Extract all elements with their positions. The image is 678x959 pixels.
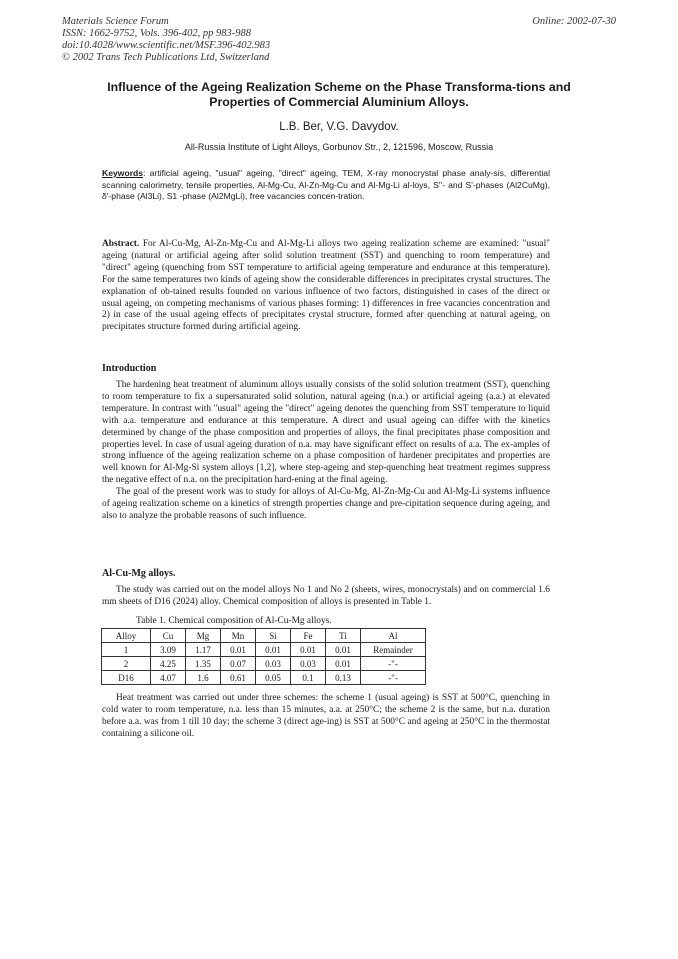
table-row — [102, 643, 426, 657]
authors: L.B. Ber, V.G. Davydov. — [279, 121, 399, 133]
issn-line: ISSN: 1662-9752, Vols. 396-402, pp 983-988 — [62, 28, 251, 39]
table-cell: 0.13 — [326, 671, 361, 685]
table-cell: 4.07 — [151, 671, 186, 685]
online-date: Online: 2002-07-30 — [532, 16, 616, 27]
abstract — [102, 239, 550, 334]
study-text: The study was carried out on the model alloys No 1 and No 2 (sheets, wires, monocrystals) and on commercial 1.6 mm sheets of D16 (2024) alloy. Chemical composition of alloys is presented in Table 1. — [102, 585, 550, 607]
table-cell: -"- — [361, 657, 426, 671]
affiliation: All-Russia Institute of Light Alloys, Gorbunov Str., 2, 121596, Moscow, Russia — [184, 142, 494, 152]
introduction-body — [102, 380, 550, 523]
table-cell: 1.6 — [186, 671, 221, 685]
table-header-row — [102, 629, 426, 643]
table-cell: Remainder — [361, 643, 426, 657]
table-cell: 0.61 — [221, 671, 256, 685]
table-cell: -"- — [361, 671, 426, 685]
table-cell: 4.25 — [151, 657, 186, 671]
header-cell: Al — [361, 629, 426, 643]
header-cell: Mg — [186, 629, 221, 643]
table-cell: 0.03 — [256, 657, 291, 671]
intro-paragraph-1: The hardening heat treatment of aluminum alloys usually consists of the solid solution treatment (SST), quenching to room temperature to fix a supersaturated solid solution, natural ageing (n.a.) or artificial ageing (a.a.) at elevated temperature. In contrast with "usual" ageing the "direct" ageing denotes the quenching from SST temperature to liquid with a.a. temperature and endurance at this temperature. A direct and usual ageing can differ with the kinetics determined by change of the phase composition and properties of alloys, the final precipitates phase composition and properties level. In case of usual ageing duration of n.a. may have significant effect on results of a.a. The ex-amples of strong influence of the ageing realization scheme on a phase composition of hardener precipitates and properties are well known for Al-Mg-Si system alloys [1,2], where step-ageing and step-quenching heat treatment regimes suppress the negative effect of n.a. on the precipitation hard-ening at the final ageing. — [102, 380, 550, 486]
table-cell: 1 — [102, 643, 151, 657]
keywords-label: Keywords — [102, 168, 144, 178]
chemical-composition-table — [101, 628, 426, 685]
table-cell: 0.01 — [326, 657, 361, 671]
table-cell: D16 — [102, 671, 151, 685]
header-cell: Cu — [151, 629, 186, 643]
heat-treatment-text: Heat treatment was carried out under three schemes: the scheme 1 (usual ageing) is SST at 500°C, quenching in cold water to room temperature, n.a. less than 15 minutes, a.a. at 250°C; the scheme 2 is the same, but n.a. duration before a.a. was from 1 till 10 day; the scheme 3 (direct age-ing) is SST at 500°C and ageing at 250°C in the thermostat containing a silicone oil. — [102, 693, 550, 739]
table-cell: 3.09 — [151, 643, 186, 657]
table-row — [102, 671, 426, 685]
section-heading-al-cu-mg: Al-Cu-Mg alloys. — [102, 568, 176, 579]
copyright-line: © 2002 Trans Tech Publications Ltd, Switzerland — [62, 52, 270, 63]
header-cell: Mn — [221, 629, 256, 643]
keywords-text: : artificial ageing, "usual" ageing, "direct" ageing, TEM, X-ray monocrystal phase analy-sis, differential scanning calorimetry, tensile properties, Al-Mg-Cu, Al-Zn-Mg-Cu and Al-Mg-Li al-loys, S''- and S'-phases (Al2CuMg), δ'-phase (Al3Li), S1 -phase (Al2MgLi), free vacancies concen-tration. — [102, 168, 550, 202]
keywords — [102, 168, 550, 203]
intro-paragraph-2: The goal of the present work was to study for alloys of Al-Cu-Mg, Al-Zn-Mg-Cu and Al-Mg-Li systems influence of ageing realization scheme on a kinetics of strength properties change and pre-cipitation sequence during ageing, and also to analyze the probable reasons of such influence. — [102, 487, 550, 521]
table-cell: 0.03 — [291, 657, 326, 671]
introduction-heading: Introduction — [102, 363, 157, 374]
table-cell: 0.05 — [256, 671, 291, 685]
table-cell: 0.1 — [291, 671, 326, 685]
paper-title: Influence of the Ageing Realization Scheme on the Phase Transforma-tions and Properties of Commercial Aluminium Alloys. — [107, 80, 571, 109]
journal-name: Materials Science Forum — [62, 16, 169, 27]
table-row — [102, 657, 426, 671]
table-cell: 1.17 — [186, 643, 221, 657]
publication-meta — [62, 16, 270, 64]
study-paragraph — [102, 585, 550, 609]
heat-treatment-paragraph — [102, 693, 550, 741]
header-cell: Alloy — [102, 629, 151, 643]
abstract-label: Abstract. — [102, 239, 140, 249]
table-cell: 0.01 — [221, 643, 256, 657]
doi-line: doi:10.4028/www.scientific.net/MSF.396-402.983 — [62, 40, 271, 51]
table-cell: 0.01 — [326, 643, 361, 657]
table-cell: 0.01 — [291, 643, 326, 657]
header-cell: Si — [256, 629, 291, 643]
table-cell: 0.01 — [256, 643, 291, 657]
header-cell: Ti — [326, 629, 361, 643]
table-cell: 1.35 — [186, 657, 221, 671]
table-cell: 0.07 — [221, 657, 256, 671]
table-cell: 2 — [102, 657, 151, 671]
abstract-text: For Al-Cu-Mg, Al-Zn-Mg-Cu and Al-Mg-Li alloys two ageing realization scheme are examined: "usual" ageing (natural or artificial ageing after solid solution treatment (SST) and quenching to room temperature) and "direct" ageing (quenching from SST temperature to artificial ageing temperature and endurance at this temperature). For the same temperatures two kinds of ageing show the considerable differences in precipitates crystal structures. The explanation of ob-tained results founded on various influence of two factors, distinguished in cases of the direct or usual ageing, on competing mechanisms of various phases forming: 1) differences in free vacancies concentration and 2) in case of the usual ageing effects of precipitates crystal structure, formed after quenching at natural ageing, on precipitates structure formed during artificial ageing. — [102, 239, 550, 333]
header-cell: Fe — [291, 629, 326, 643]
table-caption: Table 1. Chemical composition of Al-Cu-Mg alloys. — [136, 616, 332, 626]
